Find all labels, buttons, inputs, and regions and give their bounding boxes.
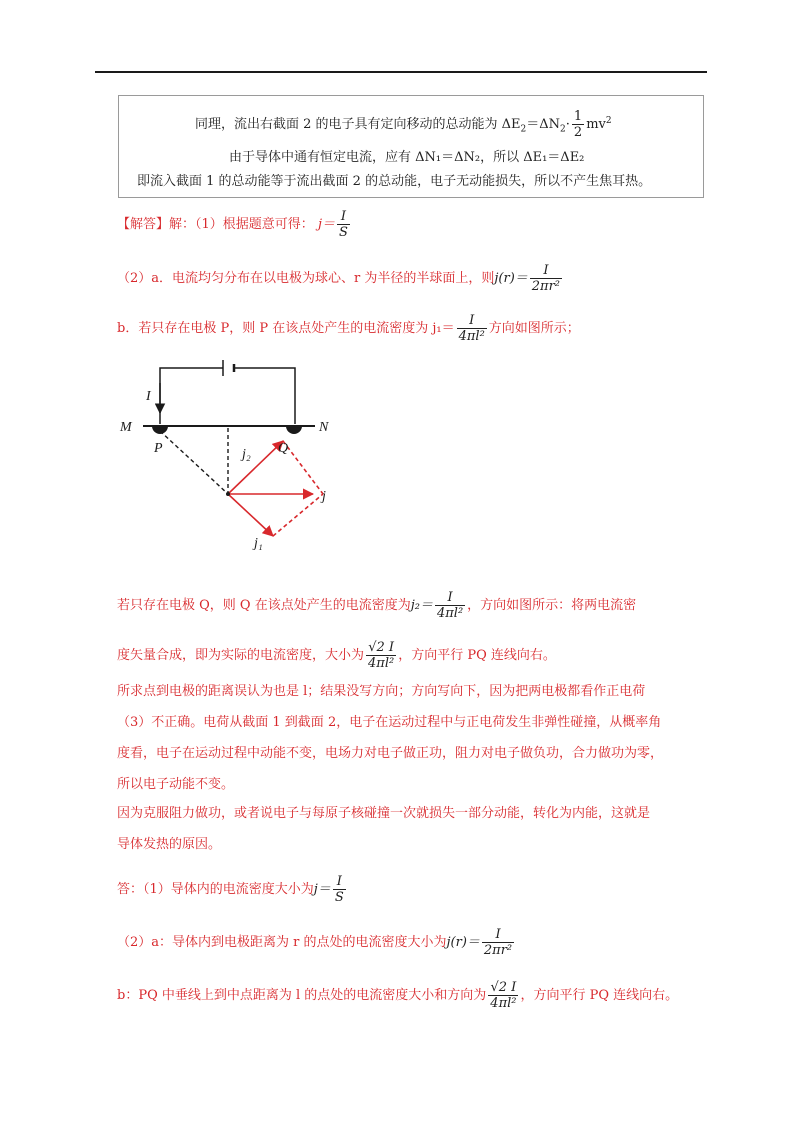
label-M: M bbox=[120, 420, 132, 435]
vector-j1 bbox=[228, 494, 273, 536]
answer-line-11: 导体发热的原因。 bbox=[117, 837, 222, 852]
answer-line-3: b．若只存在电极 P，则 P 在该点处产生的电流密度为 j₁＝ $\frac{I}{\text{4πl²}}$ 方向如图所示； bbox=[117, 313, 580, 344]
label-Q: Q bbox=[278, 441, 289, 456]
answer-line-9: 所以电子动能不变。 bbox=[117, 777, 235, 792]
parallelogram-top bbox=[283, 441, 323, 494]
label-I: I bbox=[146, 389, 151, 404]
fraction-I-over-S: $\frac{I}{S}$ bbox=[338, 209, 348, 240]
answer-line-2: （2）a．电流均匀分布在以电极为球心、r 为半径的半球面上，则j(r)＝ $\frac{I}{\text{2πr²}}$ bbox=[117, 263, 561, 294]
vector-j2 bbox=[228, 441, 283, 494]
label-j2: j₂ bbox=[242, 447, 251, 462]
answer-line-4: 若只存在电极 Q，则 Q 在该点处产生的电流密度为j₂＝ $\frac{I}{\text{4πl²}}$ ，方向如图所示：将两电流密 bbox=[117, 590, 637, 621]
answer-line-10: 因为克服阻力做功，或者说电子与每原子核碰撞一次就损失一部分动能，转化为内能，这就是 bbox=[117, 806, 651, 821]
battery-icon bbox=[223, 360, 234, 376]
electrode-Q bbox=[286, 426, 302, 434]
answer-line-8: 度看，电子在运动过程中动能不变，电场力对电子做正功，阻力对电子做负功，合力做功为零， bbox=[117, 746, 664, 761]
answer-line-6: 所求点到电极的距离误认为也是 l；结果没写方向；方向写向下，因为把两电极都看作正电荷 bbox=[117, 684, 646, 699]
fraction-answer-1: $\frac{I}{S}$ bbox=[334, 874, 344, 905]
answer-line-5: 度矢量合成，即为实际的电流密度，大小为 $\frac{√2 I}{\text{4πl²}}$ ，方向平行 PQ 连线向右。 bbox=[117, 640, 556, 671]
answer-line-7: （3）不正确。电荷从截面 1 到截面 2，电子在运动过程中与正电荷发生非弹性碰撞，从概率角 bbox=[117, 715, 662, 730]
final-answer-2: （2）a：导体内到电极距离为 r 的点处的电流密度大小为j(r)＝ $\frac{I}{\text{2πr²}}$ bbox=[117, 927, 513, 958]
final-answer-3: b：PQ 中垂线上到中点距离为 l 的点处的电流密度大小和方向为 $\frac{√2 I}{\text{4πl²}}$ ，方向平行 PQ 连线向右。 bbox=[117, 980, 679, 1011]
box-line-3: 即流入截面 1 的总动能等于流出截面 2 的总动能，电子无动能损失，所以不产生焦耳热。 bbox=[137, 174, 652, 189]
fraction-j1: $\frac{I}{\text{4πl²}}$ bbox=[458, 313, 485, 344]
final-answer-1: 答：（1）导体内的电流密度大小为j＝ $\frac{I}{S}$ bbox=[117, 874, 344, 905]
box-line-1: 同理，流出右截面 2 的电子具有定向移动的总动能为 $\Delta E_2=\Delta N_2\cdot$ $\frac{1}{2}$ $mv^2$ bbox=[195, 109, 612, 140]
label-P: P bbox=[154, 441, 163, 456]
field-point bbox=[226, 492, 230, 496]
solution-box bbox=[118, 95, 704, 198]
answer-line-1: 【解答】解：（1）根据题意可得： j＝ $\frac{I}{S}$ bbox=[117, 209, 348, 240]
fraction-I-over-2pir2: $\frac{I}{\text{2πr²}}$ bbox=[531, 263, 561, 294]
fraction-half: $\frac{1}{2}$ bbox=[573, 109, 583, 140]
fraction-answer-2: $\frac{I}{\text{2πr²}}$ bbox=[483, 927, 513, 958]
circuit-wire bbox=[160, 368, 295, 424]
label-N: N bbox=[319, 420, 329, 435]
electrode-P bbox=[152, 426, 168, 434]
fraction-j2: $\frac{I}{\text{4πl²}}$ bbox=[436, 590, 464, 621]
box-line-2: 由于导体中通有恒定电流，应有 ΔN₁＝ΔN₂，所以 ΔE₁＝ΔE₂ bbox=[229, 150, 585, 165]
label-j1: j₁ bbox=[254, 536, 263, 550]
label-j: j bbox=[322, 489, 326, 504]
line-P-to-point bbox=[160, 431, 228, 494]
top-rule bbox=[95, 71, 707, 73]
fraction-answer-3: $\frac{√2 I}{\text{4πl²}}$ bbox=[490, 980, 517, 1011]
parallelogram-bottom bbox=[273, 494, 323, 536]
answer-tag: 【解答】 bbox=[117, 217, 170, 233]
fraction-sqrt2I: $\frac{√2 I}{\text{4πl²}}$ bbox=[368, 640, 395, 671]
electrode-diagram bbox=[115, 355, 350, 550]
